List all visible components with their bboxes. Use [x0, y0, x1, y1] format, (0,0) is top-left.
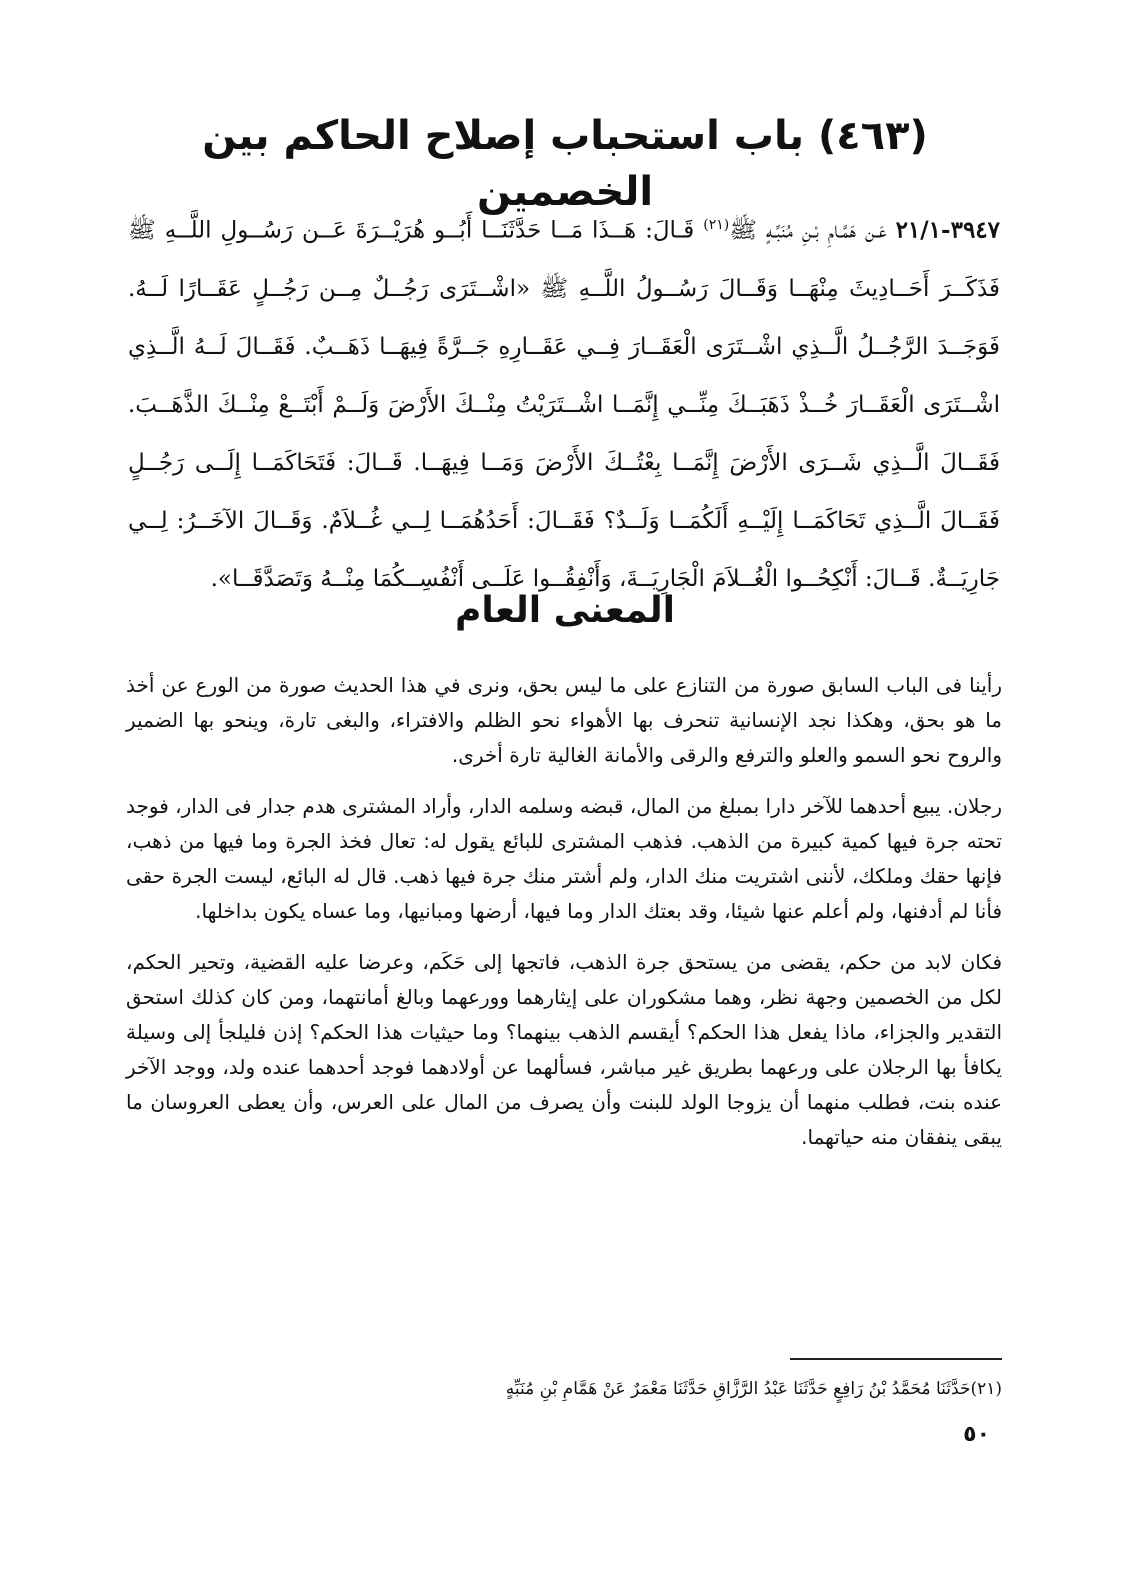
- paragraph: رجلان. يبيع أحدهما للآخر دارا بمبلغ من المال، قبضه وسلمه الدار، وأراد المشترى هدم جدار فى الدار، فوجد تحته جرة فيها كمية كبيرة من الذهب. فذهب المشترى للبائع يقول له: تعال فخذ الجرة وما فيها من ذهب، فإنها حقك وملكك، لأننى اشتريت منك الدار، ولم أشتر منك جرة فيها ذهب. قال له البائع، ليست الجرة حقى فأنا لم أدفنها، ولم أعلم عنها شيئا، وقد بعتك الدار وما فيها، أرضها ومبانيها، وما عساه يكون بداخلها.: [126, 794, 1002, 923]
- footnote-reference: (٢١): [703, 217, 730, 233]
- footnote: (٢١)حَدَّثَنَا مُحَمَّدُ بْنُ رَافِعٍ حَدَّثَنَا عَبْدُ الرَّزَّاقِ حَدَّثَنَا مَعْمَرٌ عَنْ هَمَّامِ بْنِ مُنَبِّهٍ: [505, 1379, 1002, 1399]
- commentary-body: [126, 668, 1002, 1171]
- hadith-text-part2: قَـالَ: هَــذَا مَــا حَدَّثَنَــا أَبُــو هُرَيْــرَةَ عَــن رَسُــولِ اللَّــهِ ﷺ فَذَكَــرَ أَحَــادِيثَ مِنْهَــا وَقَــالَ رَسُــولُ اللَّــهِ ﷺ «اشْــتَرَى رَجُــلٌ مِــن رَجُــلٍ عَقَــارًا لَــهُ. فَوَجَــدَ الرَّجُــلُ الَّــذِي اشْــتَرَى الْعَقَــارَ فِــي عَقَــارِهِ جَــرَّةً فِيهَــا ذَهَــبٌ. فَقَــالَ لَــهُ الَّــذِي اشْــتَرَى الْعَقَــارَ خُــذْ ذَهَبَــكَ مِنِّــي إِنَّمَــا اشْــتَرَيْتُ مِنْــكَ الأَرْضَ وَلَــمْ أَبْتَــعْ مِنْــكَ الذَّهَــبَ. فَقَــالَ الَّــذِي شَــرَى الأَرْضَ إِنَّمَــا بِعْتُــكَ الأَرْضَ وَمَــا فِيهَــا. قَــالَ: فَتَحَاكَمَــا إِلَــى رَجُــلٍ فَقَــالَ الَّــذِي تَحَاكَمَــا إِلَيْــهِ أَلَكُمَــا وَلَــدٌ؟ فَقَــالَ: أَحَدُهُمَــا لِــي غُــلاَمٌ. وَقَــالَ الآخَــرُ: لِــي جَارِيَــةٌ. قَــالَ: أَنْكِحُــوا الْغُــلاَمَ الْجَارِيَــةَ، وَأَنْفِقُــوا عَلَــى أَنْفُسِــكُمَا مِنْــهُ وَتَصَدَّقَــا».: [128, 217, 1000, 592]
- page-number: ٥٠: [963, 1422, 990, 1447]
- hadith-fraction: ٢١/١: [895, 216, 942, 244]
- hadith-text: [128, 196, 1000, 608]
- paragraph: رأينا فى الباب السابق صورة من التنازع على ما ليس بحق، ونرى في هذا الحديث صورة من الورع عن أخذ ما هو بحق، وهكذا نجد الإنسانية تنحرف بها الأهواء نحو الظلم والافتراء، والبغى تارة، وينحو بها الضمير والروح نحو السمو والعلو والترفع والرقى والأمانة الغالية تارة أخرى.: [126, 673, 1002, 767]
- hadith-number: ٣٩٤٧-: [941, 216, 1001, 244]
- chapter-title: (٤٦٣) باب استحباب إصلاح الحاكم بين الخصمين: [202, 113, 928, 215]
- footnote-divider: [790, 1358, 1002, 1360]
- section-title: المعنى العام: [454, 590, 676, 631]
- hadith-text-part1: عَـن هَمَّـامِ بْـنِ مُنَبِّـهٍ ﷺ: [729, 217, 887, 244]
- paragraph: فكان لابد من حكم، يقضى من يستحق جرة الذهب، فاتجها إلى حَكَم، وعرضا عليه القضية، وتحير الحكم، لكل من الخصمين وجهة نظر، وهما مشكوران على إيثارهما وورعهما وبالغ أمانتهما، ومن كان كذلك استحق التقدير والجزاء، ماذا يفعل هذا الحكم؟ أيقسم الذهب بينهما؟ وما حيثيات هذا الحكم؟ إذن فليلجأ إلى وسيلة يكافأ بها الرجلان على ورعهما بطريق غير مباشر، فسألهما عن أولادهما فوجد أحدهما عنده ولد، ووجد الآخر عنده بنت، فطلب منهما أن يزوجا الولد للبنت وأن يصرف من المال على العرس، وأن يعطى العروسان ما يبقى ينفقان منه حياتهما.: [126, 950, 1002, 1149]
